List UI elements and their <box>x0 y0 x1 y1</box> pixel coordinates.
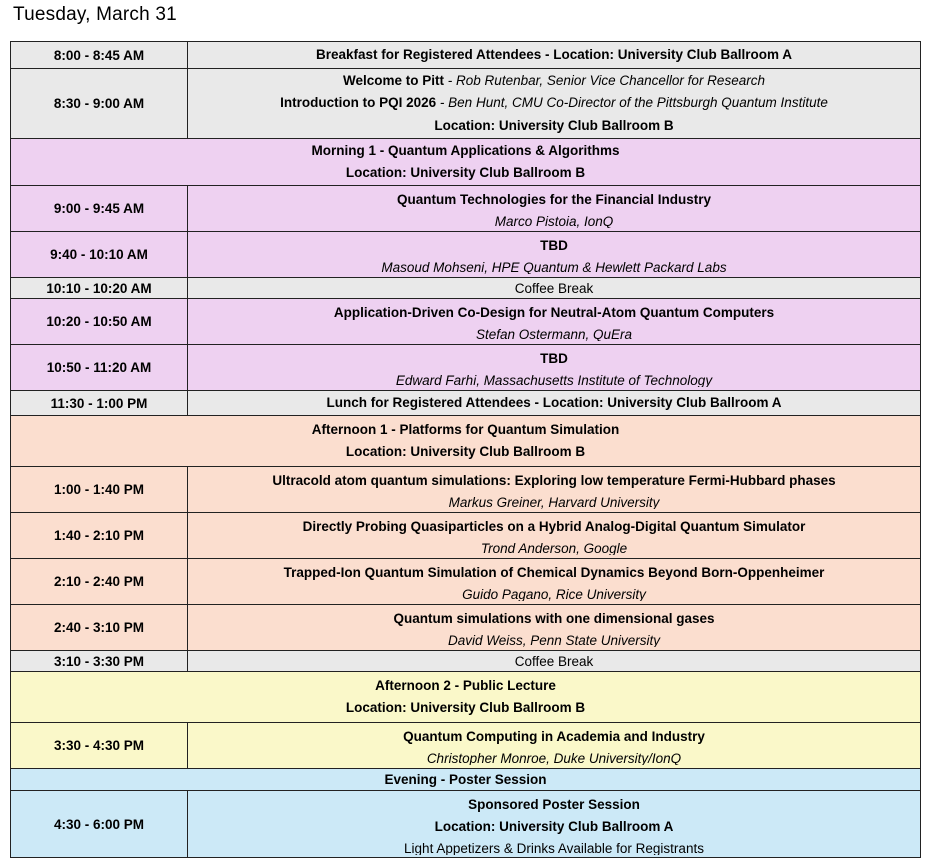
session-header-evening <box>11 769 921 791</box>
time-cell: 10:20 - 10:50 AM <box>11 299 188 345</box>
talk-title: TBD <box>540 237 568 253</box>
talk-title: Quantum Technologies for the Financial Industry <box>396 191 712 207</box>
schedule-row-talk <box>11 513 921 559</box>
schedule-row-talk <box>11 186 921 232</box>
speaker-text: Markus Greiner, Harvard University <box>448 495 660 510</box>
speaker-text: Stefan Ostermann, QuEra <box>475 327 633 342</box>
session-title: Afternoon 1 - Platforms for Quantum Simulation <box>311 421 620 437</box>
time-cell: 9:40 - 10:10 AM <box>11 232 188 278</box>
time-cell: 3:10 - 3:30 PM <box>11 651 188 672</box>
schedule-row-coffee-break <box>11 651 921 672</box>
session-title: Afternoon 2 - Public Lecture <box>375 677 556 693</box>
speaker-text: David Weiss, Penn State University <box>447 633 661 648</box>
talk-title: Trapped-Ion Quantum Simulation of Chemical Dynamics Beyond Born-Oppenheimer <box>283 564 825 580</box>
event-cell <box>188 391 921 416</box>
time-cell: 2:10 - 2:40 PM <box>11 559 188 605</box>
location-text: Location: University Club Ballroom A <box>434 819 674 834</box>
event-text: Lunch for Registered Attendees - Location: University Club Ballroom A <box>326 395 782 410</box>
talk-title: Application-Driven Co-Design for Neutral-Atom Quantum Computers <box>333 304 775 320</box>
schedule-row-talk <box>11 723 921 769</box>
talk-title: Quantum simulations with one dimensional gases <box>393 610 715 626</box>
session-header-cell <box>11 769 921 791</box>
session-header-cell <box>11 672 921 723</box>
event-cell <box>188 559 921 605</box>
speaker-text: - Ben Hunt, CMU Co-Director of the Pittsburgh Quantum Institute <box>436 95 828 111</box>
time-cell: 10:50 - 11:20 AM <box>11 345 188 391</box>
speaker-text: Marco Pistoia, IonQ <box>494 214 614 229</box>
note-text: Light Appetizers & Drinks Available for Registrants <box>404 840 704 855</box>
session-header-afternoon-2 <box>11 672 921 723</box>
session-title: Morning 1 - Quantum Applications & Algorithms <box>311 142 620 158</box>
time-cell: 8:30 - 9:00 AM <box>11 69 188 139</box>
time-cell: 11:30 - 1:00 PM <box>11 391 188 416</box>
schedule-row-talk <box>11 232 921 278</box>
speaker-text: Guido Pagano, Rice University <box>462 587 646 602</box>
time-cell: 2:40 - 3:10 PM <box>11 605 188 651</box>
event-title: Sponsored Poster Session <box>468 796 640 812</box>
schedule-row-talk <box>11 559 921 605</box>
session-header-cell <box>11 139 921 186</box>
talk-title: Quantum Computing in Academia and Industry <box>403 728 705 744</box>
talk-title: Directly Probing Quasiparticles on a Hybrid Analog-Digital Quantum Simulator <box>302 518 806 534</box>
schedule-row-welcome <box>11 69 921 139</box>
talk-title: TBD <box>540 350 568 366</box>
event-cell <box>188 345 921 391</box>
welcome-line <box>192 70 916 93</box>
schedule-table <box>10 41 921 858</box>
session-header-afternoon-1 <box>11 416 921 467</box>
time-cell: 1:40 - 2:10 PM <box>11 513 188 559</box>
schedule-row-breakfast <box>11 42 921 69</box>
event-cell <box>188 299 921 345</box>
event-cell: Coffee Break <box>188 651 921 672</box>
schedule-row-talk <box>11 345 921 391</box>
event-cell <box>188 467 921 513</box>
event-cell <box>188 69 921 139</box>
time-cell: 3:30 - 4:30 PM <box>11 723 188 769</box>
speaker-text: Trond Anderson, Google <box>480 541 628 556</box>
speaker-text: - Rob Rutenbar, Senior Vice Chancellor for Research <box>444 72 765 88</box>
speaker-text: Masoud Mohseni, HPE Quantum & Hewlett Packard Labs <box>381 260 727 275</box>
schedule-row-talk <box>11 605 921 651</box>
location-text: Location: University Club Ballroom B <box>345 700 586 715</box>
event-cell <box>188 791 921 858</box>
time-cell: 10:10 - 10:20 AM <box>11 278 188 299</box>
event-cell <box>188 513 921 559</box>
page-heading-date: Tuesday, March 31 <box>13 4 177 25</box>
location-text: Location: University Club Ballroom B <box>345 165 586 180</box>
event-cell <box>188 605 921 651</box>
time-cell: 9:00 - 9:45 AM <box>11 186 188 232</box>
event-text: Breakfast for Registered Attendees - Location: University Club Ballroom A <box>315 47 793 62</box>
session-title: Introduction to PQI 2026 <box>280 95 437 111</box>
session-header-cell <box>11 416 921 467</box>
event-cell: Coffee Break <box>188 278 921 299</box>
session-title: Welcome to Pitt <box>343 72 445 88</box>
talk-title: Ultracold atom quantum simulations: Exploring low temperature Fermi-Hubbard phases <box>272 472 836 488</box>
schedule-row-talk <box>11 299 921 345</box>
schedule-row-talk <box>11 467 921 513</box>
event-cell <box>188 723 921 769</box>
session-title: Evening - Poster Session <box>384 771 547 787</box>
session-header-morning-1 <box>11 139 921 186</box>
intro-line <box>192 92 916 115</box>
location-text: Location: University Club Ballroom B <box>345 444 586 459</box>
speaker-text: Edward Farhi, Massachusetts Institute of Technology <box>395 373 713 388</box>
schedule-row-lunch <box>11 391 921 416</box>
location-text: Location: University Club Ballroom B <box>434 117 674 133</box>
event-cell <box>188 186 921 232</box>
time-cell: 8:00 - 8:45 AM <box>11 42 188 69</box>
schedule-row-coffee-break <box>11 278 921 299</box>
time-cell: 1:00 - 1:40 PM <box>11 467 188 513</box>
event-cell <box>188 42 921 69</box>
schedule-row-poster-session <box>11 791 921 858</box>
event-cell <box>188 232 921 278</box>
speaker-text: Christopher Monroe, Duke University/IonQ <box>426 751 682 766</box>
time-cell: 4:30 - 6:00 PM <box>11 791 188 858</box>
